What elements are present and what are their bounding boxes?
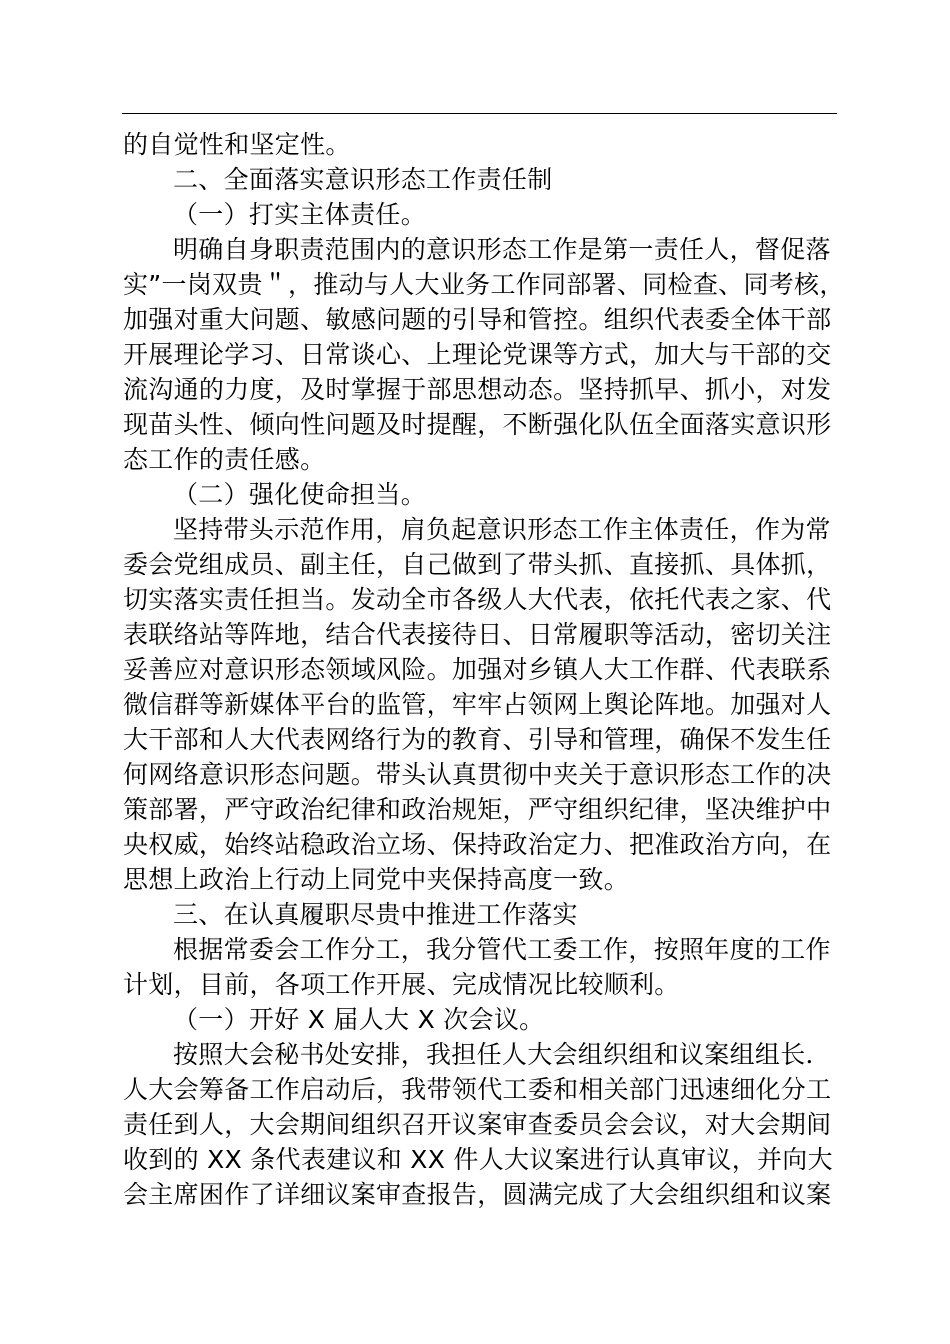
body-line: 央权威，始终站稳政治立场、保持政治定力、把准政治方向，在 bbox=[123, 830, 832, 859]
body-line: 计划，目前，各项工作开展、完成情况比较顺利。 bbox=[123, 970, 680, 999]
body-line: 人大会筹备工作启动后，我带领代工委和相关部门迅速细化分工 bbox=[123, 1075, 832, 1104]
section-heading: 二、全面落实意识形态工作责任制 bbox=[173, 165, 553, 194]
body-line: 收到的 XX 条代表建议和 XX 件人大议案进行认真审议，并向大 bbox=[123, 1145, 833, 1174]
body-line: 微信群等新媒体平台的监管，牢牢占领网上舆论阵地。加强对人 bbox=[123, 690, 832, 719]
subsection-heading: （二）强化使命担当。 bbox=[173, 480, 427, 509]
body-line: 明确自身职责范围内的意识形态工作是第一责任人，督促落 bbox=[173, 235, 831, 264]
body-line: 责任到人，大会期间组织召开议案审查委员会会议，对大会期间 bbox=[123, 1110, 832, 1139]
body-line: 现苗头性、倾向性问题及时提醒，不断强化队伍全面落实意识形 bbox=[123, 410, 832, 439]
body-line: 态工作的责任感。 bbox=[123, 445, 326, 474]
body-line: 思想上政治上行动上同党中夹保持高度一致。 bbox=[123, 865, 630, 894]
body-line: 流沟通的力度，及时掌握于部思想动态。坚持抓早、抓小，对发 bbox=[123, 375, 832, 404]
body-line: 妥善应对意识形态领域风险。加强对乡镇人大工作群、代表联系 bbox=[123, 655, 832, 684]
body-line: 根据常委会工作分工，我分管代工委工作，按照年度的工作 bbox=[173, 935, 831, 964]
body-line: 表联络站等阵地，结合代表接待日、日常履职等活动，密切关注 bbox=[123, 620, 832, 649]
section-heading: 三、在认真履职尽贵中推进工作落实 bbox=[173, 900, 578, 929]
body-line: 坚持带头示范作用，肩负起意识形态工作主体责任，作为常 bbox=[173, 515, 831, 544]
body-line: 的自觉性和坚定性。 bbox=[123, 130, 351, 159]
body-line: 委会党组成员、副主任，自己做到了带头抓、直接抓、具体抓， bbox=[123, 550, 832, 579]
body-line: 加强对重大问题、敏感问题的引导和管控。组织代表委全体干部 bbox=[123, 305, 832, 334]
body-line: 切实落实责任担当。发动全市各级人大代表，依托代表之家、代 bbox=[123, 585, 832, 614]
subsection-heading: （一）打实主体责任。 bbox=[173, 200, 427, 229]
body-line: 按照大会秘书处安排，我担任人大会组织组和议案组组长． bbox=[173, 1040, 831, 1069]
body-line: 开展理论学习、日常谈心、上理论党课等方式，加大与干部的交 bbox=[123, 340, 832, 369]
subsection-heading: （一）开好 X 届人大 X 次会议。 bbox=[173, 1005, 545, 1034]
body-line: 实”一岗双贵＂，推动与人大业务工作同部署、同检查、同考核， bbox=[123, 270, 845, 299]
header-rule bbox=[122, 113, 837, 114]
body-line: 策部署，严守政治纪律和政治规矩，严守组织纪律，坚决维护中 bbox=[123, 795, 832, 824]
body-line: 何网络意识形态问题。带头认真贯彻中夹关于意识形态工作的决 bbox=[123, 760, 832, 789]
body-line: 大干部和人大代表网络行为的教育、引导和管理，确保不发生任 bbox=[123, 725, 832, 754]
body-line: 会主席困作了详细议案审查报告，圆满完成了大会组织组和议案 bbox=[123, 1180, 832, 1209]
